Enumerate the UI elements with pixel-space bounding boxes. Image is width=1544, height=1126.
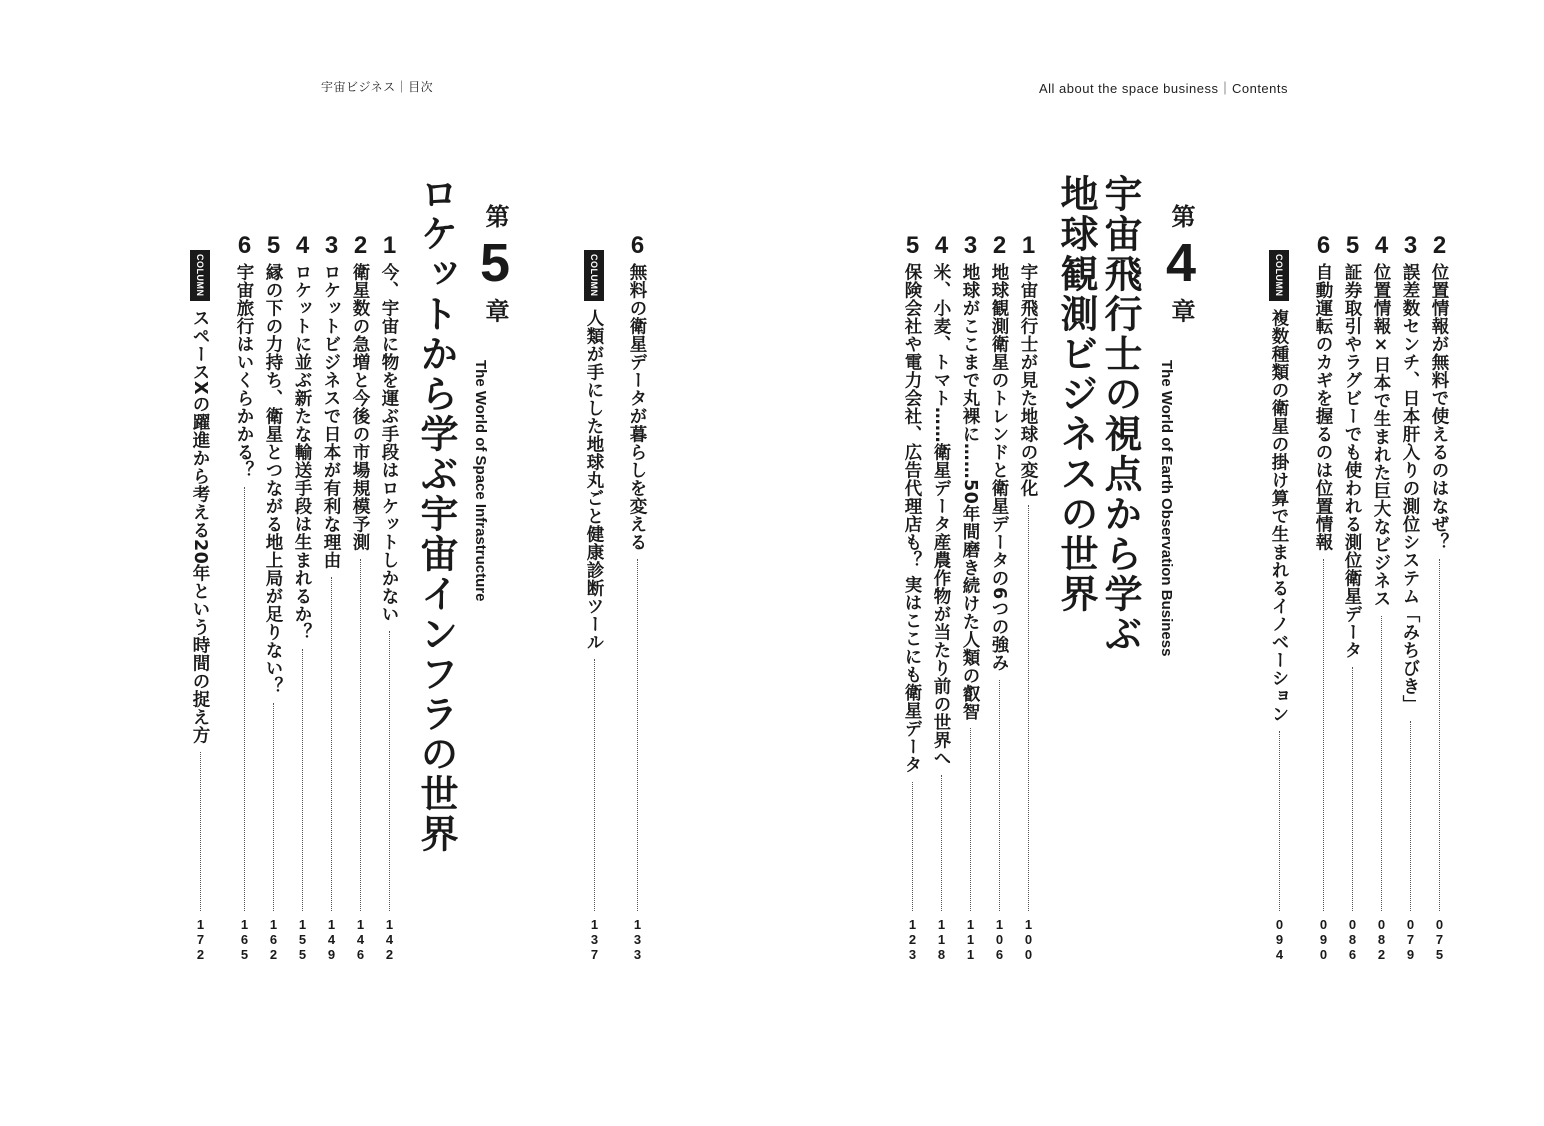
leader-dots	[1028, 505, 1029, 911]
leader-dots	[200, 752, 201, 911]
toc-entry-column[interactable]	[1266, 250, 1292, 962]
entry-title: 衛星数の急増と今後の市場規模予測	[350, 263, 370, 551]
leader-dots	[331, 577, 332, 911]
toc-entry[interactable]	[1368, 232, 1394, 962]
toc-entry[interactable]	[231, 232, 257, 962]
entry-page: 100	[1021, 917, 1036, 962]
leader-dots	[1352, 667, 1353, 911]
entry-number: 6	[1310, 232, 1337, 259]
entry-page: 165	[237, 917, 252, 962]
toc-entry-column[interactable]	[581, 250, 607, 962]
toc-entry[interactable]	[347, 232, 373, 962]
entry-page: 149	[324, 917, 339, 962]
chapter-number: 4	[1151, 233, 1211, 294]
entry-number: 1	[376, 232, 403, 259]
toc-entry[interactable]	[1310, 232, 1336, 962]
column-badge: COLUMN	[190, 250, 210, 301]
toc-entry[interactable]	[624, 232, 650, 962]
leader-dots	[594, 659, 595, 912]
entry-number: 3	[957, 232, 984, 259]
leader-dots	[244, 487, 245, 911]
entry-number: 2	[347, 232, 374, 259]
entry-page: 172	[193, 917, 208, 962]
column-badge: COLUMN	[584, 250, 604, 301]
entry-number: 4	[289, 232, 316, 259]
entry-page: 146	[353, 917, 368, 962]
entry-title: 位置情報×日本で生まれた巨大なビジネス	[1371, 263, 1391, 608]
chapter-title-line1: 宇宙飛行士の視点から学ぶ	[1098, 174, 1142, 654]
chapter-heading	[1152, 204, 1210, 322]
chapter-suffix: 章	[481, 298, 509, 323]
entry-number: 5	[260, 232, 287, 259]
toc-entry[interactable]	[376, 232, 402, 962]
chapter-subtitle: The World of Earth Observation Business	[1158, 360, 1175, 657]
leader-dots	[1381, 616, 1382, 912]
entry-title: スペースXの躍進から考える20年という時間の捉え方	[190, 308, 210, 744]
entry-title: 証券取引やラグビーでも使われる測位衛星データ	[1342, 263, 1362, 659]
leader-dots	[1323, 559, 1324, 911]
entry-title: 米、小麦、トマト……衛星データ産農作物が当たり前の世界へ	[931, 263, 951, 767]
entry-page: 075	[1432, 917, 1447, 962]
toc-entry[interactable]	[1339, 232, 1365, 962]
chapter-prefix: 第	[481, 204, 509, 228]
entry-page: 155	[295, 917, 310, 962]
entry-number: 5	[899, 232, 926, 259]
toc-entry[interactable]	[1426, 232, 1452, 962]
column-badge: COLUMN	[1269, 250, 1289, 301]
entry-number: 4	[1368, 232, 1395, 259]
leader-dots	[302, 649, 303, 911]
entry-page: 082	[1374, 917, 1389, 962]
entry-title: 人類が手にした地球丸ごと健康診断ツール	[584, 308, 604, 651]
entry-title: 誤差数センチ、日本肝入りの測位システム「みちびき」	[1400, 263, 1420, 713]
chapter-heading	[466, 204, 524, 322]
toc-entry[interactable]	[986, 232, 1012, 962]
entry-page: 142	[382, 917, 397, 962]
toc-entry[interactable]	[289, 232, 315, 962]
entry-number: 6	[231, 232, 258, 259]
entry-title: 宇宙飛行士が見た地球の変化	[1018, 263, 1038, 497]
toc-entry-column[interactable]	[187, 250, 213, 962]
entry-title: 今、宇宙に物を運ぶ手段はロケットしかない	[379, 263, 399, 623]
leader-dots	[970, 728, 971, 911]
toc-entry[interactable]	[260, 232, 286, 962]
entry-page: 086	[1345, 917, 1360, 962]
entry-page: 090	[1316, 917, 1331, 962]
chapter-title-line2: 地球観測ビジネスの世界	[1054, 174, 1098, 614]
entry-title: 保険会社や電力会社、広告代理店も？ 実はここにも衛星データ	[902, 263, 922, 774]
entry-page: 123	[905, 917, 920, 962]
running-header-right: All about the space business｜Contents	[1038, 81, 1288, 96]
entry-number: 2	[1426, 232, 1453, 259]
entry-title: 地球観測衛星のトレンドと衛星データの6つの強み	[989, 263, 1009, 672]
entry-page: 079	[1403, 917, 1418, 962]
running-header-left: 宇宙ビジネス｜目次	[321, 80, 434, 94]
entry-page: 118	[934, 917, 949, 962]
leader-dots	[912, 782, 913, 911]
chapter-title: ロケットから学ぶ宇宙インフラの世界	[414, 174, 458, 854]
entry-page: 106	[992, 917, 1007, 962]
entry-title: 複数種類の衛星の掛け算で生まれるイノベーション	[1269, 308, 1289, 723]
leader-dots	[1439, 559, 1440, 911]
entry-title: ロケットビジネスで日本が有利な理由	[321, 263, 341, 569]
entry-page: 111	[963, 917, 978, 962]
leader-dots	[1279, 731, 1280, 912]
entry-number: 1	[1015, 232, 1042, 259]
leader-dots	[360, 559, 361, 911]
entry-number: 3	[1397, 232, 1424, 259]
toc-entry[interactable]	[928, 232, 954, 962]
leader-dots	[999, 680, 1000, 911]
toc-entry[interactable]	[1397, 232, 1423, 962]
chapter-subtitle: The World of Space Infrastructure	[472, 360, 489, 602]
toc-entry[interactable]	[957, 232, 983, 962]
entry-title: 地球がここまで丸裸に……50年間磨き続けた人類の叡智	[960, 263, 980, 721]
chapter-prefix: 第	[1167, 204, 1195, 228]
entry-page: 137	[587, 917, 602, 962]
leader-dots	[1410, 721, 1411, 911]
entry-page: 133	[630, 917, 645, 962]
entry-page: 162	[266, 917, 281, 962]
toc-entry[interactable]	[318, 232, 344, 962]
leader-dots	[941, 775, 942, 911]
leader-dots	[637, 559, 638, 911]
chapter-suffix: 章	[1167, 298, 1195, 323]
entry-title: 宇宙旅行はいくらかかる？	[234, 263, 254, 479]
entry-number: 4	[928, 232, 955, 259]
entry-number: 5	[1339, 232, 1366, 259]
entry-title: ロケットに並ぶ新たな輸送手段は生まれるか？	[292, 263, 312, 641]
toc-entry[interactable]	[1015, 232, 1041, 962]
entry-number: 2	[986, 232, 1013, 259]
entry-number: 3	[318, 232, 345, 259]
leader-dots	[389, 631, 390, 911]
entry-title: 縁の下の力持ち、衛星とつながる地上局が足りない？	[263, 263, 283, 695]
chapter-number: 5	[465, 233, 525, 294]
entry-title: 自動運転のカギを握るのは位置情報	[1313, 263, 1333, 551]
entry-page: 094	[1272, 917, 1287, 962]
entry-title: 無料の衛星データが暮らしを変える	[627, 263, 647, 551]
toc-entry[interactable]	[899, 232, 925, 962]
entry-title: 位置情報が無料で使えるのはなぜ？	[1429, 263, 1449, 551]
leader-dots	[273, 703, 274, 911]
entry-number: 6	[624, 232, 651, 259]
